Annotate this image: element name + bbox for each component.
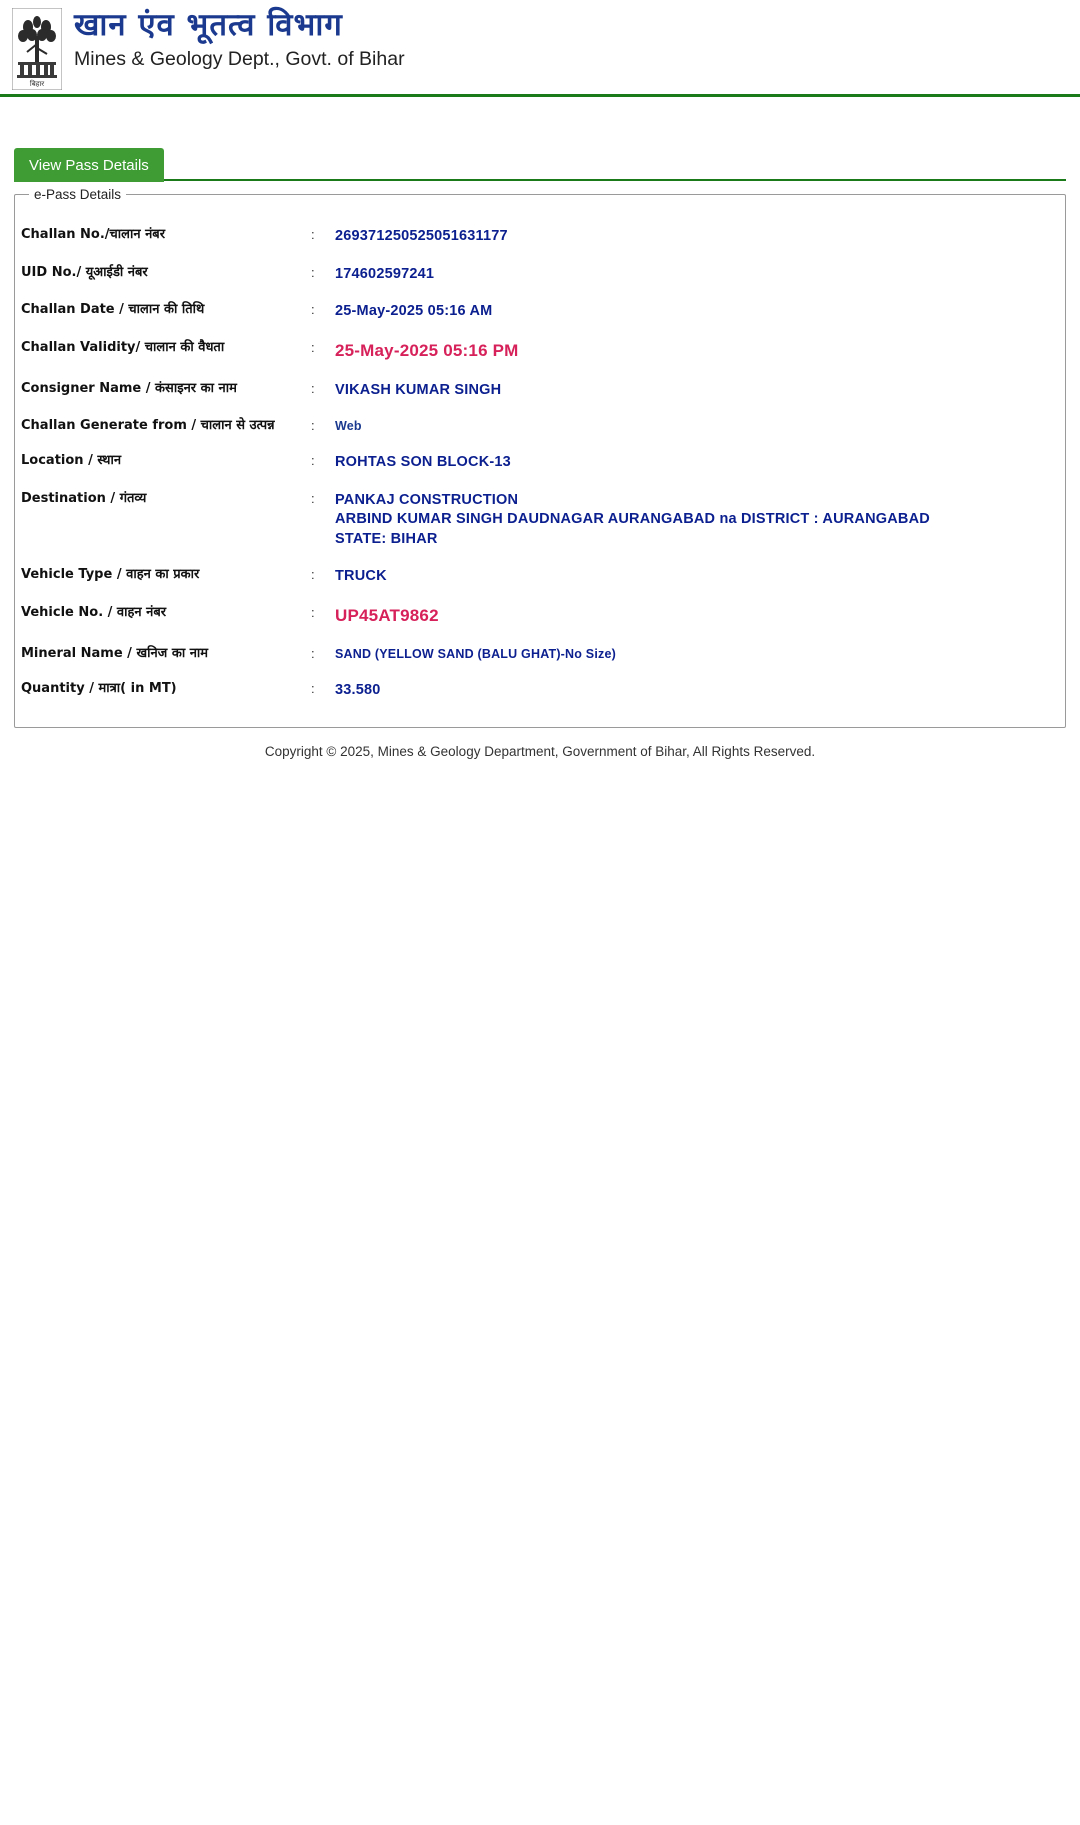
detail-value: 33.580 [335,681,381,698]
tab-view-pass-details[interactable]: View Pass Details [14,148,164,182]
detail-separator: : [311,264,315,280]
detail-label: Challan Validity/ चालान की वैधता [21,339,225,355]
detail-label: Location / स्थान [21,453,122,469]
detail-label: Quantity / मात्रा( in MT) [21,680,177,696]
detail-label: UID No./ यूआईडी नंबर [21,264,148,280]
detail-separator: : [311,490,315,506]
site-header [0,0,1080,97]
header-title-block [74,6,405,71]
detail-value: ROHTAS SON BLOCK-13 [335,454,511,471]
content-top-spacer [0,97,1080,145]
detail-row [21,372,1059,410]
footer-copyright: Copyright © 2025, Mines & Geology Department, Government of Bihar, All Rights Reserved. [0,728,1080,769]
tab-strip [14,145,1066,181]
detail-separator: : [311,680,315,696]
detail-row [21,409,1059,444]
detail-separator: : [311,418,315,434]
svg-text:बिहार: बिहार [29,80,45,88]
detail-label: Challan Generate from / चालान से उत्पन्न [21,418,275,434]
detail-row [21,558,1059,596]
detail-value [335,482,1059,559]
detail-row [21,256,1059,294]
epass-details-table [21,218,1059,709]
detail-row [21,293,1059,331]
detail-separator: : [311,302,315,318]
detail-value: VIKASH KUMAR SINGH [335,381,502,398]
detail-label: Vehicle Type / वाहन का प्रकार [21,567,200,583]
detail-row [21,444,1059,482]
detail-value: TRUCK [335,568,387,585]
detail-value: UP45AT9862 [335,605,439,625]
detail-label: Vehicle No. / वाहन नंबर [21,604,167,620]
detail-row [21,637,1059,672]
page-background-lower [0,680,1080,1825]
detail-row [21,596,1059,637]
detail-row [21,218,1059,256]
detail-value-line: STATE: BIHAR [335,530,438,547]
header-title-english: Mines & Geology Dept., Govt. of Bihar [74,47,405,70]
detail-value-line: ARBIND KUMAR SINGH DAUDNAGAR AURANGABAD na DISTRICT : AURANGABAD [335,511,930,528]
detail-row [21,482,1059,559]
detail-value: 174602597241 [335,265,435,282]
detail-value: 25-May-2025 05:16 AM [335,303,493,320]
detail-label: Challan No./चालान नंबर [21,227,166,242]
detail-separator: : [311,227,315,242]
epass-details-panel [14,187,1066,728]
detail-separator: : [311,645,315,661]
detail-label: Mineral Name / खनिज का नाम [21,645,209,661]
main-content [0,97,1080,769]
detail-separator: : [311,567,315,583]
detail-value: 269371250525051631177 [335,228,508,244]
detail-separator: : [311,453,315,469]
bihar-emblem-icon [12,8,62,90]
header-title-hindi: खान एंव भूतत्व विभाग [74,7,343,43]
detail-value: Web [335,419,362,434]
detail-separator: : [311,604,315,620]
detail-label: Destination / गंतव्य [21,490,147,506]
detail-value-line: PANKAJ CONSTRUCTION [335,491,519,508]
detail-value: SAND (YELLOW SAND (BALU GHAT)-No Size) [335,646,616,661]
detail-value: 25-May-2025 05:16 PM [335,340,519,360]
detail-row [21,672,1059,710]
detail-row [21,331,1059,372]
epass-details-legend: e-Pass Details [34,187,122,202]
detail-separator: : [311,339,315,355]
detail-separator: : [311,380,315,396]
detail-label: Challan Date / चालान की तिथि [21,302,205,318]
detail-label: Consigner Name / कंसाइनर का नाम [21,380,237,396]
